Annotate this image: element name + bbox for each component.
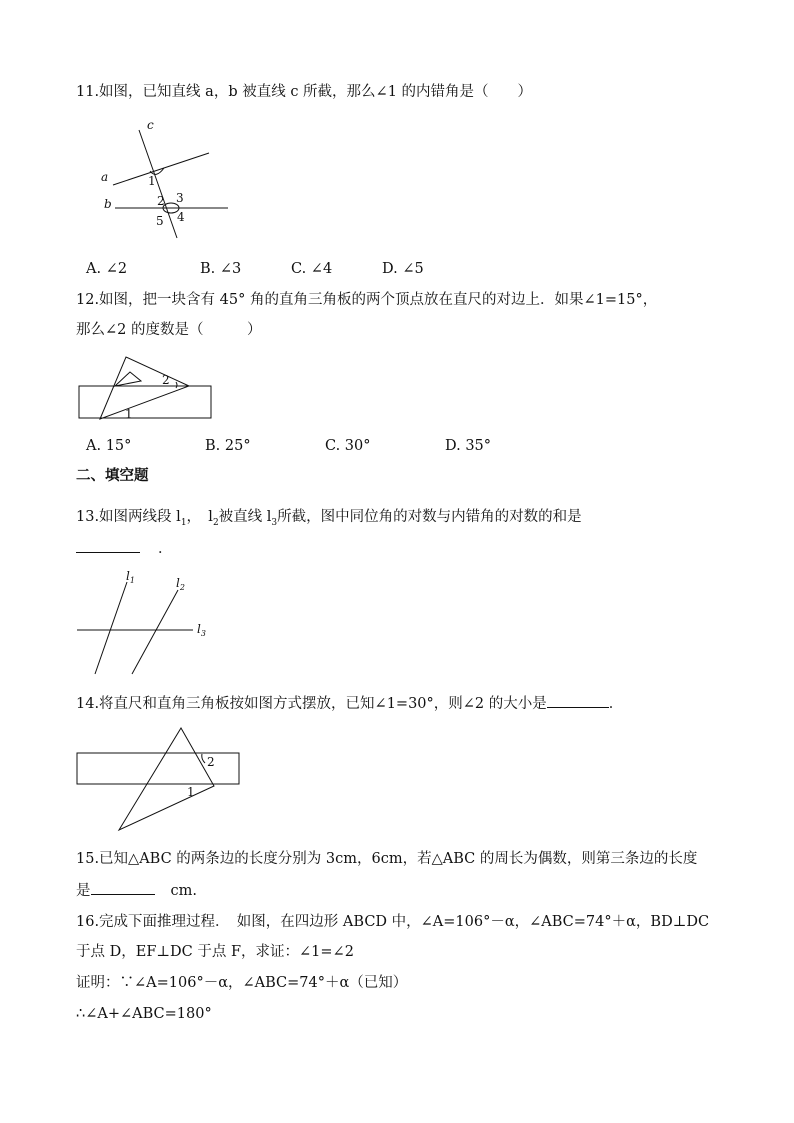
q11-option-b[interactable]: B. ∠3	[200, 261, 242, 277]
q16-line2: 于点 D，EF⊥DC 于点 F，求证：∠1=∠2	[76, 944, 354, 960]
q13-answer-line: ．	[76, 538, 173, 559]
line-l2	[132, 590, 178, 674]
label-l3: $l_3$	[197, 622, 206, 638]
label-5: 5	[156, 214, 164, 228]
label-1: 1	[148, 174, 156, 188]
label-2: 2	[157, 194, 165, 208]
q11-option-c[interactable]: C. ∠4	[291, 261, 333, 277]
set-square-outer	[100, 357, 189, 419]
q14-answer-blank[interactable]	[547, 693, 609, 708]
q12-option-a[interactable]: A. 15°	[86, 438, 132, 454]
q12-stem-line2: 那么∠2 的度数是（ ）	[76, 322, 262, 338]
q16-line1: 16.完成下面推理过程． 如图，在四边形 ABCD 中，∠A=106°－α，∠ABC=74°＋α，BD⊥DC	[76, 914, 710, 930]
label-b: b	[104, 197, 112, 211]
label-a: a	[101, 170, 109, 184]
section-title: 二、填空题	[76, 468, 149, 484]
q15-line2: 是 cm.	[76, 880, 197, 901]
line-l1	[95, 582, 127, 674]
q11-stem: 11.如图，已知直线 a，b 被直线 c 所截，那么∠1 的内错角是（ ）	[76, 84, 533, 100]
q12-stem-line1: 12.如图，把一块含有 45° 角的直角三角板的两个顶点放在直尺的对边上．如果∠1=15°，	[76, 292, 658, 308]
q13-answer-blank[interactable]	[76, 538, 140, 553]
label-1: 1	[125, 407, 133, 421]
label-3: 3	[176, 191, 184, 205]
q15-answer-blank[interactable]	[91, 880, 155, 895]
q14-stem: 14.将直尺和直角三角板按如图方式摆放，已知∠1=30°，则∠2 的大小是 ．	[76, 693, 623, 714]
q12-option-b[interactable]: B. 25°	[205, 438, 251, 454]
q15-line1: 15.已知△ABC 的两条边的长度分别为 3cm，6cm，若△ABC 的周长为偶数，则第三条边的长度	[76, 851, 698, 867]
ruler	[77, 753, 239, 784]
angle-2-arc	[202, 754, 205, 763]
label-2: 2	[162, 373, 170, 387]
q16-line4: ∴∠A+∠ABC=180°	[76, 1006, 212, 1022]
q12-figure	[78, 355, 218, 425]
q16-line3: 证明：∵∠A=106°－α，∠ABC=74°＋α（已知）	[76, 975, 408, 991]
q11-figure	[95, 115, 235, 245]
angle-2-arc	[176, 382, 177, 388]
q14-figure	[76, 725, 246, 835]
label-l1: $l_1$	[126, 569, 135, 585]
set-square	[119, 728, 214, 830]
q12-option-d[interactable]: D. 35°	[445, 438, 492, 454]
q13-stem: 13.如图两线段 $l_1$， $l_2$被直线 $l_3$所截，图中同位角的对数与内错角的对数的和是	[76, 509, 582, 528]
line-a	[113, 153, 209, 185]
label-l2: $l_2$	[176, 576, 185, 592]
q13-figure	[75, 568, 225, 678]
q12-option-c[interactable]: C. 30°	[325, 438, 371, 454]
q11-option-a[interactable]: A. ∠2	[86, 261, 128, 277]
label-4: 4	[177, 210, 185, 224]
q11-option-d[interactable]: D. ∠5	[382, 261, 424, 277]
label-1: 1	[187, 785, 195, 799]
label-c: c	[147, 118, 154, 132]
label-2: 2	[207, 755, 215, 769]
